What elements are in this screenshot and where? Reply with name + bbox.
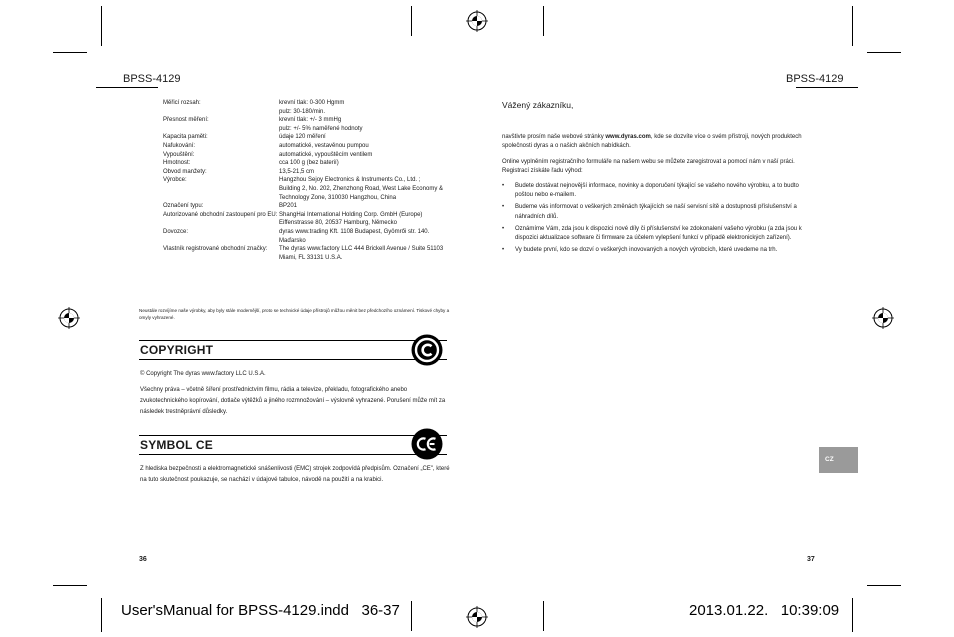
table-row (163, 219, 454, 228)
table-row (163, 133, 454, 142)
disclaimer-note: Neustále rozvíjíme naše výrobky, aby byly stále modernější, proto se technické údaje přístrojů můžou měnit bez předchozího oznámení. Tiskové chyby a omyly vyhrazené. (139, 308, 450, 320)
spec-value: automatické, vestavěnou pumpou (279, 142, 369, 149)
spec-label (163, 237, 279, 246)
spec-value: údaje 120 měření (279, 134, 326, 141)
registration-mark-icon (466, 606, 488, 628)
copyright-body: Všechny práva – včetně šíření prostřednictvím filmu, rádia a televize, překladu, fotografického anebo zvukotechnického kopírování, dotlače výtěžků a jiného rozmnožování – výslovně vyhrazené. Porušení může mít za následek trestněprávní důsledky. (140, 387, 446, 415)
slug-timestamp: 2013.01.22. 10:39:09 (689, 602, 840, 619)
spec-label: Nafukování: (163, 142, 196, 149)
copyright-icon (411, 334, 443, 366)
spec-label: Měřicí rozsah: (163, 100, 201, 106)
website-link[interactable]: www.dyras.com (605, 134, 651, 140)
crop-mark (53, 52, 87, 53)
website-paragraph-start: navštivte prosím naše webové stránky (502, 134, 606, 140)
list-item: • Budeme vás informovat o veškerých změnách týkajících se naší servisní sítě a dostupnosti příslušenství a náhradních dílů. (502, 203, 802, 222)
spec-label: Výrobce: (163, 177, 187, 184)
spec-label (163, 108, 279, 117)
ce-title: SYMBOL CE (140, 438, 213, 452)
crop-mark (867, 585, 901, 586)
list-item: • Vy budete první, kdo se dozví o veškerých inovovaných a nových výrobcích, které uvedeme na trh. (502, 246, 802, 255)
greeting: Vážený zákazníku, (502, 100, 574, 110)
slug-filename: User'sManual for BPSS-4129.indd 36-37 (121, 602, 400, 619)
crop-mark (53, 585, 87, 586)
table-row (163, 168, 454, 177)
spec-label: Autorizované obchodní zastoupení pro EU: (163, 211, 278, 218)
crop-mark (411, 6, 412, 36)
spec-value: automatické, vypouštěcím ventilem (279, 151, 373, 158)
language-tab-label: CZ (825, 456, 834, 463)
spec-value: Building 2, No. 202, Zhenzhong Road, West Lake Economy & (279, 185, 443, 192)
spec-value: Maďarsko (279, 237, 306, 244)
registration-mark-icon (58, 307, 80, 329)
spec-table (163, 99, 454, 262)
copyright-rule-bottom (139, 359, 447, 360)
page-number-right: 37 (807, 556, 815, 563)
spec-value: krevní tlak: 0-300 Hgmm (279, 100, 345, 106)
ce-rule-bottom (139, 454, 447, 455)
table-row (163, 202, 454, 211)
spec-label: Vlastník registrované obchodní značky: (163, 246, 268, 253)
copyright-title: COPYRIGHT (140, 343, 214, 357)
spec-value: krevní tlak: +/- 3 mmHg (279, 117, 342, 124)
spec-value: cca 100 g (bez baterií) (279, 160, 339, 167)
ce-mark-icon (411, 428, 443, 460)
spec-label: Přesnost měření: (163, 117, 209, 124)
language-tab (819, 447, 858, 473)
spec-label (163, 254, 279, 263)
spec-label: Kapacita paměti: (163, 134, 208, 141)
table-row (163, 142, 454, 151)
table-row (163, 245, 454, 254)
benefit-list (502, 182, 802, 258)
table-row (163, 211, 454, 220)
spec-label: Označení typu: (163, 203, 204, 210)
website-paragraph (502, 133, 802, 152)
spec-label: Hmotnost: (163, 160, 191, 167)
table-row (163, 151, 454, 160)
table-row (163, 116, 454, 125)
crop-mark (867, 52, 901, 53)
spec-value: dyras www.trading Kft. 1108 Budapest, Gyömrői str. 140. (279, 228, 430, 235)
spec-value: Hangzhou Sejoy Electronics & Instruments Co., Ltd. ; (279, 177, 421, 184)
table-row (163, 194, 454, 203)
spec-label: Obvod manžety: (163, 168, 207, 175)
header-rule-right (796, 87, 858, 88)
table-row (163, 108, 454, 117)
model-header-right: BPSS-4129 (786, 73, 844, 85)
table-row (163, 228, 454, 237)
crop-mark (101, 598, 102, 632)
page-number-left: 36 (139, 556, 147, 563)
spec-value: BP201 (279, 203, 298, 210)
table-row (163, 237, 454, 246)
ce-body: Z hlediska bezpečnosti a elektromagnetické snášenlivosti (EMC) strojek zodpovídá předpisům. Označení „CE", které na tuto skutečnost poukazuje, se nachází v údajové tabulce, návodě na použití a na krabici. (140, 466, 450, 483)
spec-value: pulz: 30-180/min. (279, 108, 326, 115)
spec-value: Eiffenstrasse 80, 20537 Hamburg, Německo (279, 220, 397, 227)
table-row (163, 99, 454, 108)
list-item: • Budete dostávat nejnovější informace, novinky a doporučení týkající se vašeho nového výrobku, a to budto poštou nebo e-mailem. (502, 182, 802, 201)
spec-value: The dyras www.factory LLC 444 Brickell Avenue / Suite 51103 (279, 246, 444, 253)
table-row (163, 254, 454, 263)
spec-label (163, 125, 279, 134)
crop-mark (852, 6, 853, 46)
registration-paragraph: Online vyplněním registračního formuláře na našem webu se můžete zaregistrovat a pomocí nám v naší práci. Registrací získáte řadu výhod: (502, 159, 795, 175)
spec-value: ShangHai International Holding Corp. GmbH (Europe) (279, 211, 423, 218)
table-row (163, 159, 454, 168)
spec-value: pulz: +/- 5% naměřené hodnoty (279, 125, 363, 132)
header-rule-left (96, 87, 158, 88)
crop-mark (411, 601, 412, 631)
spec-value: Technology Zone, 310030 Hangzhou, China (279, 194, 397, 201)
spec-label: Dovozce: (163, 228, 189, 235)
model-header-left: BPSS-4129 (123, 73, 181, 85)
table-row (163, 176, 454, 185)
crop-mark (543, 6, 544, 36)
registration-mark-icon (466, 10, 488, 32)
copyright-rule-top (139, 340, 447, 341)
list-item: • Oznámíme Vám, zda jsou k dispozici nové díly či příslušenství ke zdokonalení vašeho výrobku (a zda jsou k dispozici aktualizace software či firmware za účelem vylepšení funkcí v případě elektronických zařízení). (502, 225, 802, 244)
crop-mark (101, 6, 102, 46)
spec-label (163, 219, 279, 228)
spec-value: Miami, FL 33131 U.S.A. (279, 254, 343, 261)
spec-label (163, 194, 279, 203)
crop-mark (543, 601, 544, 631)
table-row (163, 125, 454, 134)
website-paragraph-end: , kde se dozvíte více o svém přístroji, nových produktech společnosti dyras a o našich akčních nabídkách. (502, 134, 802, 150)
spec-label (163, 185, 279, 194)
registration-mark-icon (872, 307, 894, 329)
copyright-line: © Copyright The dyras www.factory LLC U.S.A. (140, 371, 266, 377)
ce-rule-top (139, 435, 447, 436)
crop-mark (852, 598, 853, 632)
table-row (163, 185, 454, 194)
spec-label: Vypouštění: (163, 151, 195, 158)
spec-value: 13,5-21,5 cm (279, 168, 315, 175)
